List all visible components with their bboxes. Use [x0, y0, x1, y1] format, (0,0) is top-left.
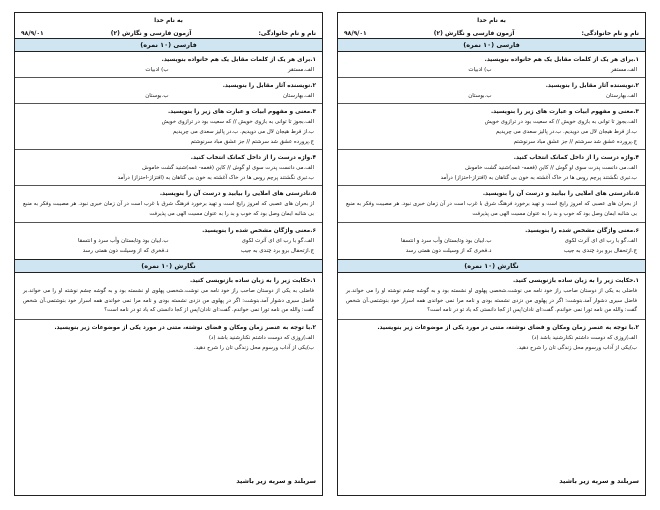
footer-blessing: سربلند و سربه زیر باشید [559, 477, 639, 485]
writing-question-2-topic-b: ب)یکی از آداب ورسوم محل زندگی تان را شرح دهید. [516, 344, 637, 351]
option-b: ب) ادبیات [468, 67, 492, 73]
section-writing-title: نگارش (۱۰ نمره) [338, 259, 645, 273]
writing-question-2-topic-a: الف)روزی که دوست داشتم نکنارشنید باشد (د) [208, 334, 314, 341]
question-5: ۵.نادرستی های املایی را بیابید و درست آن را بنویسید. [482, 191, 639, 197]
question-3-item-b: ب.از فرط هیجان لال می دویدیم. ب.در پالیز سعدی می چریدیم [172, 129, 314, 135]
exam-sheet-left [14, 12, 323, 496]
option-d: د.فخری که از وسیلت دون همتی رسد [82, 248, 169, 255]
section-writing-title: نگارش (۱۰ نمره) [15, 259, 322, 273]
writing-question-1-story: فاضلی به یکی از دوستان صاحب راز خود نامه می نوشت.شخصی پهلوی او نشسته بود و به گوشه چشم نوشته او را می خواند.بر فاضل سیری دشوار آمد.بنوشت: اگر در پهلوی من دزدی نشسته بودی و نامه مرا نمی خواندی همه اسرار خود بنوشتمی.آن شخص گفت: والله من نامه تورا نمی خواندم. گفت:ای نادان!پس از کجا دانستی که یاد تو در نامه است؟ [346, 288, 637, 314]
writing-question-1-story: فاضلی به یکی از دوستان صاحب راز خود نامه می نوشت.شخصی پهلوی او نشسته بود و به گوشه چشم نوشته او را می خواند.بر فاضل سیری دشوار آمد.بنوشت: اگر در پهلوی من دزدی نشسته بودی و نامه مرا نمی خواندی همه اسرار خود بنوشتمی.آن شخص گفت: والله من نامه تورا نمی خواندم. گفت:ای نادان!پس از کجا دانستی که یاد تو در نامه است؟ [23, 288, 314, 314]
exam-title: آزمون فارسی و نگارش (۲) [110, 29, 192, 37]
option-b: ب.بوستان [145, 93, 169, 99]
option-b: ب.بوستان [468, 93, 492, 99]
question-3-item-c: ج.پرورده عشق شد سرشتم // جز عشق مباد سرنوشتم [190, 139, 314, 145]
option-c: ج.ازتحفال برو برد چندی به جیب [563, 248, 637, 255]
option-a: الف.بهارستان [282, 93, 314, 99]
question-3: ۳.معنی و مفهوم ابیات و عبارت های زیر را بنویسید. [490, 109, 639, 115]
question-1: ۱.برای هر یک از کلمات مقابل یک هم خانواده بنویسید. [161, 57, 316, 63]
question-1-options [15, 65, 322, 75]
question-6-row-1 [15, 236, 322, 246]
question-4-item-a: الف.می دانست پدرت سوی او گوش // کاین (فغمه- غمه)شنید گشت خاموش [465, 165, 637, 171]
option-a: الف.گو با رب ای ای آثرت لکوی [564, 238, 637, 245]
section-persian-title: فارسی (۱۰ نمره) [338, 38, 645, 52]
section-persian-title: فارسی (۱۰ نمره) [15, 38, 322, 52]
question-3-item-c: ج.پرورده عشق شد سرشتم // جز عشق مباد سرنوشتم [513, 139, 637, 145]
option-b: ب.ابیان بود وتابستان وآب سرد و انتسقا [400, 238, 492, 245]
writing-question-2: ۲.با توجه به عنصر زمان ومکان و فضای نوشته، متنی در مورد یکی از موضوعات زیر بنویسید. [54, 324, 316, 331]
option-c: ج.ازتحفال برو برد چندی به جیب [240, 248, 314, 255]
name-label: نام و نام خانوادگی: [581, 29, 639, 37]
question-2: ۲.نویسنده آثار مقابل را بنویسید. [545, 83, 639, 89]
writing-question-2-topic-b: ب)یکی از آداب ورسوم محل زندگی تان را شرح دهید. [193, 344, 314, 351]
question-4-item-b: ب.تبری نگشتند پرچم روس ها در خاک آغشته به خون بی گناهان به (افتزاز-احتزاز) درآمد [440, 175, 637, 181]
exam-title: آزمون فارسی و نگارش (۲) [433, 29, 515, 37]
question-2-options [15, 91, 322, 101]
bismillah-title: به نام خدا [477, 17, 506, 24]
footer-blessing: سربلند و سربه زیر باشید [236, 477, 316, 485]
question-5-passage: از بحران های عصبی که امروز رایج است و تهید برخورد فرهنگ شرق با غرب است در آن زمان خبری نبود. هر مصیبت وفکر به منبع بی شائبه ایمان وصل بود که خوب و بد را به عنوان مسیت الهی می پذیرفت [346, 201, 637, 217]
question-4: ۴.واژه درست را از داخل کمانک انتخاب کنید. [190, 155, 316, 161]
writing-question-1: ۱.حکایت زیر را به زبان ساده بازنویسی کنید. [512, 278, 639, 285]
question-1: ۱.برای هر یک از کلمات مقابل یک هم خانواده بنویسید. [484, 57, 639, 63]
writing-question-2-topic-a: الف)روزی که دوست داشتم نکنارشنید باشد (د) [531, 334, 637, 341]
question-4-item-b: ب.تبری نگشتند پرچم روس ها در خاک آغشته به خون بی گناهان به (افتزاز-احتزاز) درآمد [117, 175, 314, 181]
exam-date: ۹۸/۹/۰۱ [344, 29, 367, 37]
option-a: الف.مستقر [288, 67, 314, 73]
option-a: الف.مستقر [611, 67, 637, 73]
option-b: ب) ادبیات [145, 67, 169, 73]
writing-question-2: ۲.با توجه به عنصر زمان ومکان و فضای نوشته، متنی در مورد یکی از موضوعات زیر بنویسید. [377, 324, 639, 331]
question-3: ۳.معنی و مفهوم ابیات و عبارت های زیر را بنویسید. [167, 109, 316, 115]
question-4-item-a: الف.می دانست پدرت سوی او گوش // کاین (فغمه- غمه)شنید گشت خاموش [142, 165, 314, 171]
question-1-options [338, 65, 645, 75]
question-3-item-b: ب.از فرط هیجان لال می دویدیم. ب.در پالیز سعدی می چریدیم [495, 129, 637, 135]
option-a: الف.بهارستان [605, 93, 637, 99]
question-3-item-a: الف.بجوز تا توانی به بازوی خویش // که سعیت بود در ترازوی خویش [484, 119, 637, 125]
question-2-options [338, 91, 645, 101]
exam-sheet-right [337, 12, 646, 496]
question-5: ۵.نادرستی های املایی را بیابید و درست آن را بنویسید. [159, 191, 316, 197]
question-6: ۶.معنی واژگان مشخص شده را بنویسید. [525, 228, 639, 235]
option-a: الف.گو با رب ای ای آثرت لکوی [241, 238, 314, 245]
name-label: نام و نام خانوادگی: [258, 29, 316, 37]
question-6: ۶.معنی واژگان مشخص شده را بنویسید. [202, 228, 316, 235]
question-5-passage: از بحران های عصبی که امروز رایج است و تهید برخورد فرهنگ شرق با غرب است در آن زمان خبری نبود. هر مصیبت وفکر به منبع بی شائبه ایمان وصل بود که خوب و بد را به عنوان مسیت الهی می پذیرفت [23, 201, 314, 217]
question-2: ۲.نویسنده آثار مقابل را بنویسید. [222, 83, 316, 89]
question-6-row-2 [338, 246, 645, 256]
question-6-row-2 [15, 246, 322, 256]
option-d: د.فخری که از وسیلت دون همتی رسد [405, 248, 492, 255]
header-row [338, 28, 645, 38]
question-6-row-1 [338, 236, 645, 246]
question-4: ۴.واژه درست را از داخل کمانک انتخاب کنید. [513, 155, 639, 161]
option-b: ب.ابیان بود وتابستان وآب سرد و انتسقا [77, 238, 169, 245]
header-row [15, 28, 322, 38]
exam-date: ۹۸/۹/۰۱ [21, 29, 44, 37]
question-3-item-a: الف.بجوز تا توانی به بازوی خویش // که سعیت بود در ترازوی خویش [161, 119, 314, 125]
writing-question-1: ۱.حکایت زیر را به زبان ساده بازنویسی کنید. [189, 278, 316, 285]
bismillah-title: به نام خدا [154, 17, 183, 24]
